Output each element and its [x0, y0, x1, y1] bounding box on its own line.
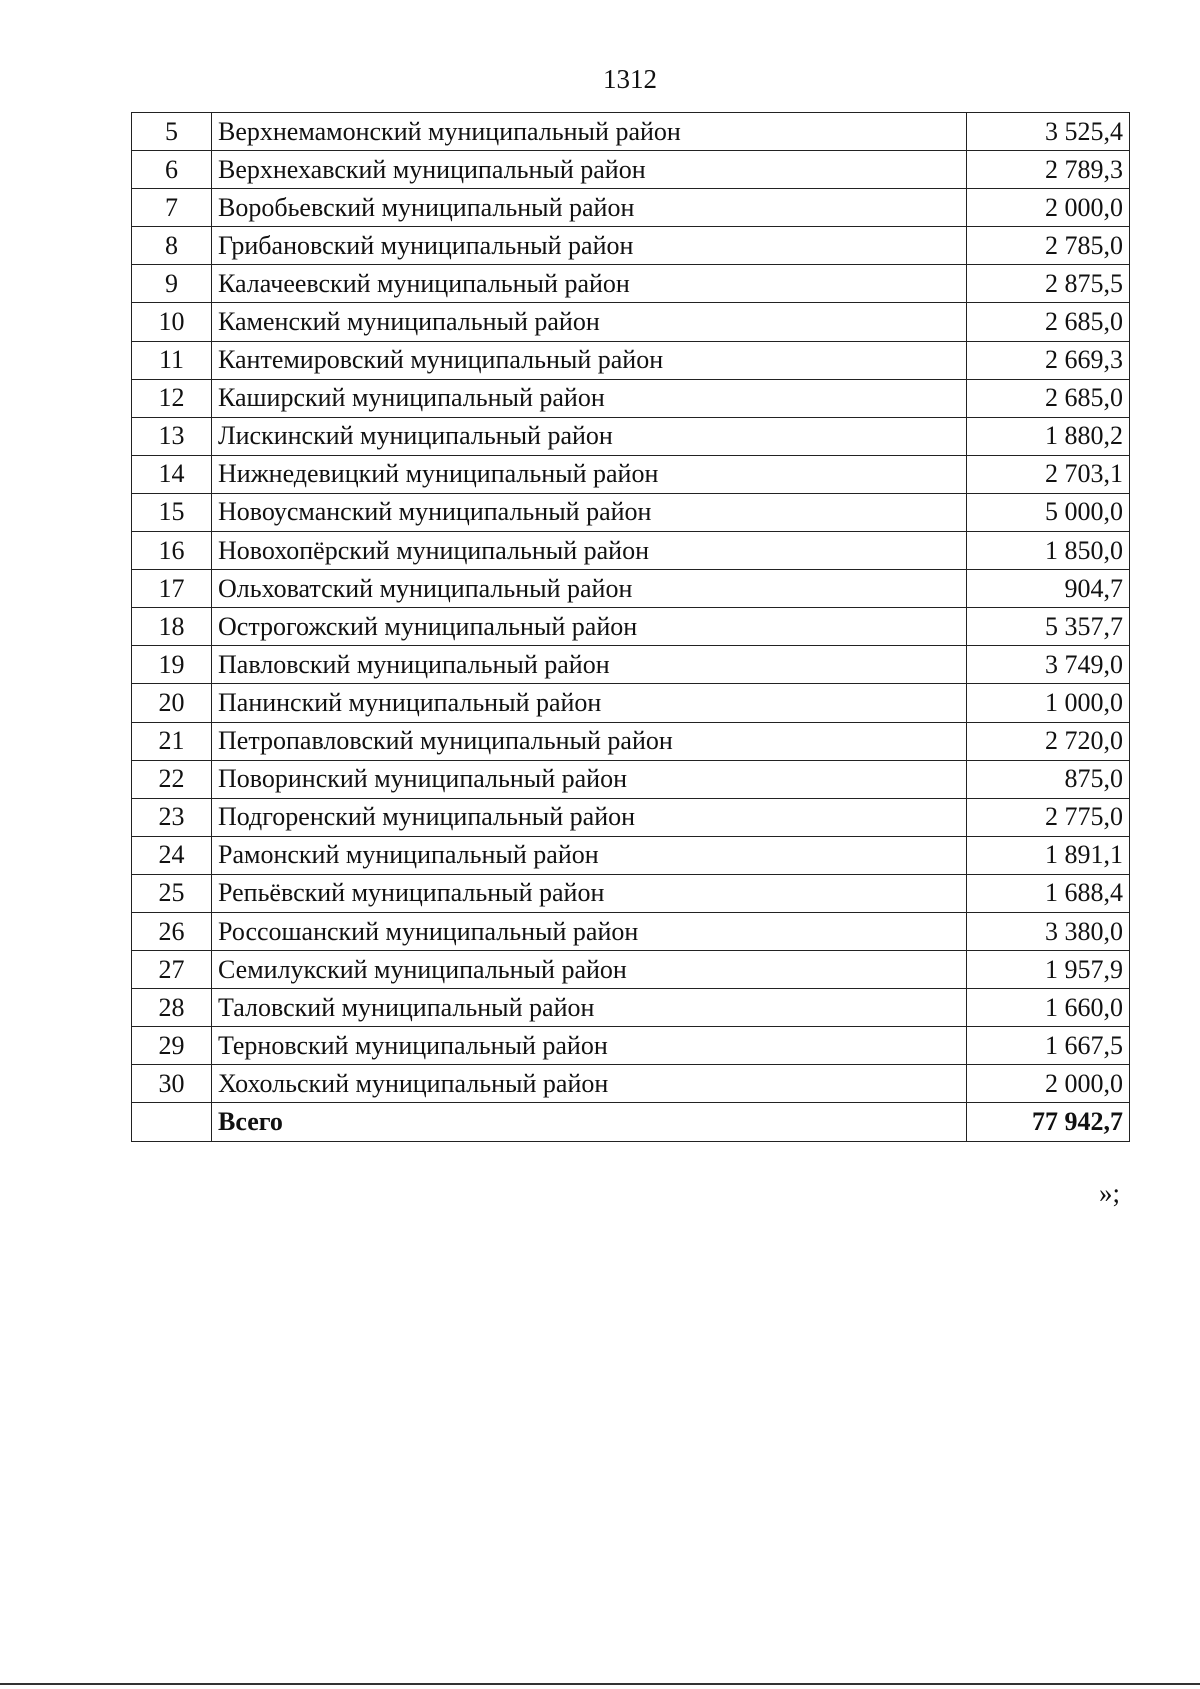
- row-number-cell: 7: [132, 189, 212, 227]
- row-number-cell: 6: [132, 151, 212, 189]
- total-row: [132, 1103, 1130, 1141]
- table-row: [132, 227, 1130, 265]
- table-row: [132, 1027, 1130, 1065]
- district-name-cell: Лискинский муниципальный район: [212, 417, 967, 455]
- row-number-cell: 26: [132, 912, 212, 950]
- amount-cell: 875,0: [967, 760, 1130, 798]
- district-name-cell: Каменский муниципальный район: [212, 303, 967, 341]
- row-number-cell: 16: [132, 532, 212, 570]
- amount-cell: 2 785,0: [967, 227, 1130, 265]
- table-row: [132, 189, 1130, 227]
- row-number-cell: 8: [132, 227, 212, 265]
- row-number-cell: 20: [132, 684, 212, 722]
- total-label: Всего: [212, 1103, 967, 1141]
- row-number-cell: 14: [132, 455, 212, 493]
- district-name-cell: Грибановский муниципальный район: [212, 227, 967, 265]
- table-row: [132, 1065, 1130, 1103]
- district-name-cell: Таловский муниципальный район: [212, 989, 967, 1027]
- amount-cell: 2 875,5: [967, 265, 1130, 303]
- district-name-cell: Хохольский муниципальный район: [212, 1065, 967, 1103]
- row-number-cell: 23: [132, 798, 212, 836]
- allocation-table: [131, 112, 1130, 1142]
- table-row: [132, 912, 1130, 950]
- row-number-cell: 11: [132, 341, 212, 379]
- table-body: [132, 113, 1130, 1142]
- row-number-cell: 15: [132, 493, 212, 531]
- amount-cell: 5 000,0: [967, 493, 1130, 531]
- amount-cell: 3 525,4: [967, 113, 1130, 151]
- district-name-cell: Ольховатский муниципальный район: [212, 570, 967, 608]
- district-name-cell: Новохопёрский муниципальный район: [212, 532, 967, 570]
- district-name-cell: Россошанский муниципальный район: [212, 912, 967, 950]
- district-name-cell: Панинский муниципальный район: [212, 684, 967, 722]
- row-number-cell: 30: [132, 1065, 212, 1103]
- table-row: [132, 265, 1130, 303]
- amount-cell: 904,7: [967, 570, 1130, 608]
- district-name-cell: Рамонский муниципальный район: [212, 836, 967, 874]
- row-number-cell: 28: [132, 989, 212, 1027]
- district-name-cell: Терновский муниципальный район: [212, 1027, 967, 1065]
- district-name-cell: Острогожский муниципальный район: [212, 608, 967, 646]
- amount-cell: 1 957,9: [967, 951, 1130, 989]
- amount-cell: 2 685,0: [967, 303, 1130, 341]
- amount-cell: 2 669,3: [967, 341, 1130, 379]
- amount-cell: 1 667,5: [967, 1027, 1130, 1065]
- table-row: [132, 836, 1130, 874]
- row-number-cell: 12: [132, 379, 212, 417]
- district-name-cell: Репьёвский муниципальный район: [212, 874, 967, 912]
- amount-cell: 1 891,1: [967, 836, 1130, 874]
- table-row: [132, 151, 1130, 189]
- row-number-cell: 19: [132, 646, 212, 684]
- amount-cell: 1 850,0: [967, 532, 1130, 570]
- row-number-cell: 22: [132, 760, 212, 798]
- district-name-cell: Нижнедевицкий муниципальный район: [212, 455, 967, 493]
- closing-quote-mark: »;: [1099, 1178, 1121, 1208]
- row-number-cell: 29: [132, 1027, 212, 1065]
- amount-cell: 2 789,3: [967, 151, 1130, 189]
- row-number-cell: 27: [132, 951, 212, 989]
- district-name-cell: Семилукский муниципальный район: [212, 951, 967, 989]
- table-row: [132, 722, 1130, 760]
- bottom-rule: [0, 1683, 1200, 1685]
- amount-cell: 2 775,0: [967, 798, 1130, 836]
- amount-cell: 1 880,2: [967, 417, 1130, 455]
- table-row: [132, 951, 1130, 989]
- district-name-cell: Поворинский муниципальный район: [212, 760, 967, 798]
- district-name-cell: Петропавловский муниципальный район: [212, 722, 967, 760]
- amount-cell: 1 000,0: [967, 684, 1130, 722]
- district-name-cell: Новоусманский муниципальный район: [212, 493, 967, 531]
- table-row: [132, 874, 1130, 912]
- amount-cell: 3 749,0: [967, 646, 1130, 684]
- table-row: [132, 760, 1130, 798]
- table-row: [132, 798, 1130, 836]
- district-name-cell: Павловский муниципальный район: [212, 646, 967, 684]
- row-number-cell: 9: [132, 265, 212, 303]
- row-number-cell: 17: [132, 570, 212, 608]
- amount-cell: 5 357,7: [967, 608, 1130, 646]
- row-number-cell: 5: [132, 113, 212, 151]
- table-row: [132, 608, 1130, 646]
- amount-cell: 2 000,0: [967, 1065, 1130, 1103]
- total-number-cell: [132, 1103, 212, 1141]
- amount-cell: 3 380,0: [967, 912, 1130, 950]
- table-row: [132, 493, 1130, 531]
- row-number-cell: 24: [132, 836, 212, 874]
- district-name-cell: Калачеевский муниципальный район: [212, 265, 967, 303]
- district-name-cell: Подгоренский муниципальный район: [212, 798, 967, 836]
- row-number-cell: 18: [132, 608, 212, 646]
- amount-cell: 2 703,1: [967, 455, 1130, 493]
- table-row: [132, 417, 1130, 455]
- table-row: [132, 113, 1130, 151]
- amount-cell: 1 660,0: [967, 989, 1130, 1027]
- table-row: [132, 532, 1130, 570]
- row-number-cell: 21: [132, 722, 212, 760]
- amount-cell: 2 000,0: [967, 189, 1130, 227]
- table-row: [132, 570, 1130, 608]
- amount-cell: 2 685,0: [967, 379, 1130, 417]
- district-name-cell: Кантемировский муниципальный район: [212, 341, 967, 379]
- district-name-cell: Верхнемамонский муниципальный район: [212, 113, 967, 151]
- table-row: [132, 303, 1130, 341]
- district-name-cell: Воробьевский муниципальный район: [212, 189, 967, 227]
- table-row: [132, 989, 1130, 1027]
- district-name-cell: Каширский муниципальный район: [212, 379, 967, 417]
- table-row: [132, 341, 1130, 379]
- amount-cell: 1 688,4: [967, 874, 1130, 912]
- total-value: 77 942,7: [967, 1103, 1130, 1141]
- table-row: [132, 455, 1130, 493]
- district-name-cell: Верхнехавский муниципальный район: [212, 151, 967, 189]
- table-row: [132, 684, 1130, 722]
- amount-cell: 2 720,0: [967, 722, 1130, 760]
- table-row: [132, 379, 1130, 417]
- row-number-cell: 10: [132, 303, 212, 341]
- table-row: [132, 646, 1130, 684]
- row-number-cell: 25: [132, 874, 212, 912]
- page-number: 1312: [603, 64, 657, 94]
- row-number-cell: 13: [132, 417, 212, 455]
